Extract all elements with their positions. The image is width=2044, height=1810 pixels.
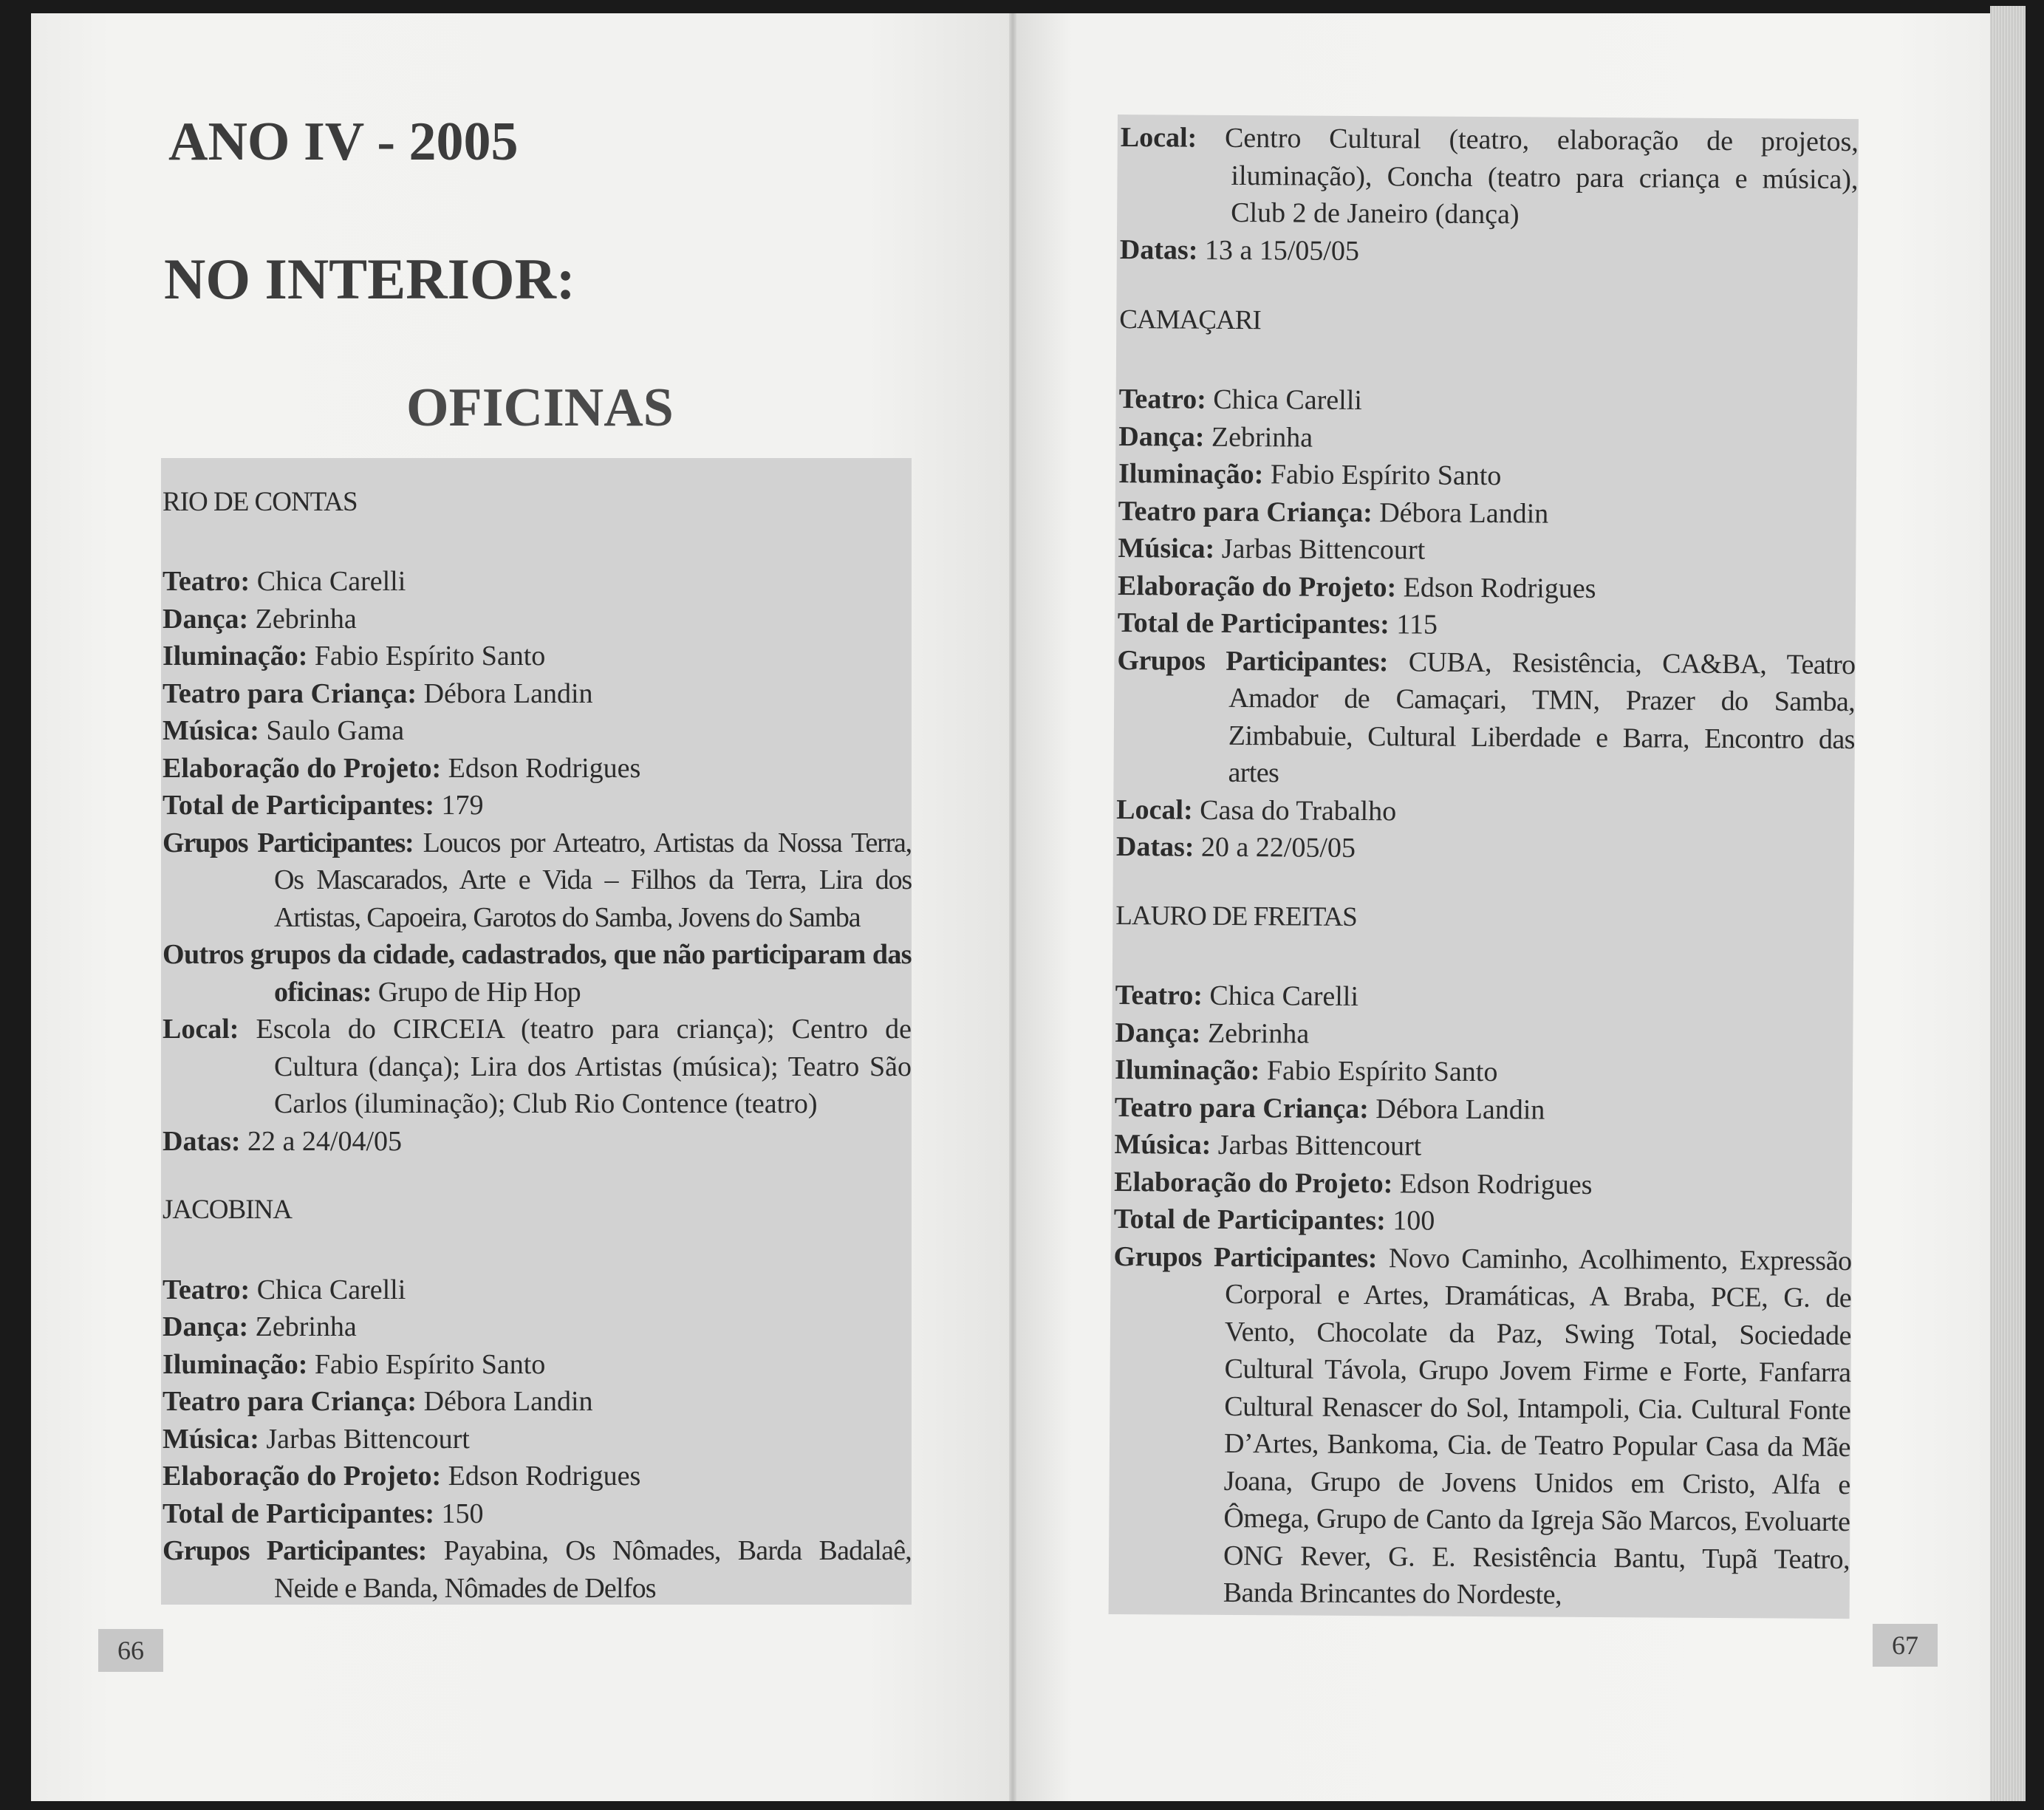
entry-local: [1120, 119, 1859, 236]
entry-value: Zebrinha: [255, 1311, 357, 1343]
entry-teatro: [1118, 380, 1856, 423]
entry-outros-grupos: [163, 936, 912, 1011]
entry-value: Loucos por Arteatro, Artistas da Nossa Terra, Os Mascarados, Arte e Vida – Filhos da Terra, Lira dos Artistas, Capoeira, Garotos do Samba, Jovens do Samba: [274, 827, 912, 933]
entry-value: Fabio Espírito Santo: [314, 641, 546, 672]
page-number: 67: [1873, 1624, 1938, 1667]
entry-label: Grupos Participantes:: [163, 1535, 427, 1567]
entry-danca: [1118, 418, 1856, 460]
entry-label: Total de Participantes:: [163, 1497, 435, 1529]
entry-value: Casa do Trabalho: [1200, 794, 1397, 827]
entry-label: Elaboração do Projeto:: [1117, 570, 1397, 604]
entry-label: Iluminação:: [163, 641, 308, 672]
section-heading: OFICINAS: [406, 378, 674, 438]
entry-value: 13 a 15/05/05: [1204, 234, 1360, 267]
city-heading-jacobina: JACOBINA: [163, 1195, 292, 1226]
entry-value: Zebrinha: [255, 603, 357, 635]
entry-musica: [1114, 1126, 1852, 1168]
entry-teatro: [163, 1271, 912, 1309]
entry-grupos: [1112, 1238, 1852, 1616]
entry-elaboracao: [1118, 567, 1856, 609]
entry-label: Teatro:: [163, 1274, 250, 1305]
entry-value: Payabina, Os Nômades, Barda Badalaê, Neide e Banda, Nômades de Delfos: [274, 1535, 912, 1604]
entry-value: Débora Landin: [423, 677, 593, 709]
entry-elaboracao: [1114, 1164, 1852, 1206]
entry-value: CUBA, Resistência, CA&BA, Teatro Amador de Camaçari, TMN, Prazer do Samba, Zimbabuie, Cultural Liberdade e Barra, Encontro das artes: [1228, 646, 1856, 789]
workshops-box-left: [161, 458, 912, 1605]
entry-danca: [163, 1308, 912, 1346]
entry-total: [1118, 604, 1856, 646]
entry-teatro-crianca: [163, 675, 912, 713]
entry-label: Música:: [163, 1423, 259, 1455]
entry-label: Local:: [1116, 793, 1193, 826]
entry-value: Jarbas Bittencourt: [266, 1423, 470, 1455]
entry-label: Teatro para Criança:: [163, 677, 417, 709]
year-heading: ANO IV - 2005: [168, 112, 519, 172]
entry-value: Saulo Gama: [266, 715, 405, 747]
entry-label: Datas:: [1115, 831, 1194, 864]
entry-label: Teatro:: [1115, 980, 1203, 1012]
entry-teatro-crianca: [163, 1383, 912, 1421]
entry-value: Edson Rodrigues: [1399, 1168, 1593, 1201]
entry-grupos: [163, 1532, 912, 1607]
entry-total: [1114, 1201, 1852, 1243]
entry-value: Débora Landin: [423, 1386, 593, 1418]
entry-label: Teatro para Criança:: [163, 1386, 417, 1418]
entry-value: Zebrinha: [1207, 1017, 1310, 1050]
entry-datas: [1120, 231, 1858, 273]
entry-elaboracao: [163, 1458, 912, 1495]
city-heading-camacari: CAMAÇARI: [1119, 304, 1261, 336]
entry-label: Música:: [163, 715, 259, 747]
entry-iluminacao: [163, 1346, 912, 1384]
entry-value: Débora Landin: [1379, 497, 1549, 530]
entry-label: Elaboração do Projeto:: [163, 752, 442, 784]
book-gutter: [1009, 13, 1016, 1801]
entry-datas: [1116, 828, 1854, 870]
entry-value: Centro Cultural (teatro, elaboração de projetos, iluminação), Concha (teatro para criança e música), Club 2 de Janeiro (dança): [1224, 122, 1859, 230]
entry-iluminacao: [1118, 455, 1856, 497]
entry-label: Teatro:: [163, 566, 250, 598]
entry-danca: [163, 601, 912, 638]
entry-value: 100: [1392, 1205, 1435, 1237]
entry-value: Zebrinha: [1211, 421, 1313, 454]
entry-teatro-crianca: [1115, 1089, 1853, 1131]
entry-value: 179: [441, 790, 484, 822]
entry-value: 22 a 24/04/05: [247, 1125, 403, 1157]
entry-value: Grupo de Hip Hop: [377, 976, 581, 1008]
entry-teatro: [1115, 977, 1853, 1019]
region-heading: NO INTERIOR:: [164, 247, 575, 311]
entry-value: Fabio Espírito Santo: [314, 1348, 546, 1380]
entry-value: Novo Caminho, Acolhimento, Expressão Corporal e Artes, Dramáticas, A Braba, PCE, G. de Vento, Chocolate da Paz, Swing Total, Sociedade Cultural Távola, Grupo Jovem Firme e Forte, Fanfarra Cultural Renascer do Sol, Intampoli, Cia. Cultural Fonte D’Artes, Bankoma, Cia. de Teatro Popular Casa da Mãe Joana, Grupo de Jovens Unidos em Cristo, Alfa e Ômega, Grupo de Canto da Igreja São Marcos, Evoluarte ONG Rever, G. E. Resistência Bantu, Tupã Teatro, Banda Brincantes do Nordeste,: [1223, 1243, 1852, 1611]
entry-danca: [1115, 1014, 1853, 1056]
entry-label: Dança:: [1118, 420, 1205, 453]
entry-label: Dança:: [163, 1311, 249, 1343]
entry-grupos: [1116, 642, 1855, 796]
entry-label: Datas:: [163, 1125, 241, 1157]
entry-local: [1116, 791, 1854, 833]
entry-label: Grupos Participantes:: [163, 827, 414, 858]
entry-label: Outros grupos da cidade, cadastrados, que não participaram das oficinas:: [163, 939, 912, 1008]
entry-label: Teatro para Criança:: [1114, 1091, 1369, 1124]
entry-musica: [163, 712, 912, 750]
page-number: 66: [98, 1629, 163, 1672]
entry-value: 115: [1396, 609, 1438, 641]
entry-label: Música:: [1118, 533, 1215, 565]
entry-iluminacao: [1115, 1051, 1853, 1093]
entry-label: Dança:: [163, 603, 249, 635]
entry-label: Total de Participantes:: [1113, 1203, 1387, 1237]
entry-label: Grupos Participantes:: [1113, 1240, 1378, 1274]
entry-total: [163, 787, 912, 824]
entry-label: Iluminação:: [1118, 458, 1264, 491]
entry-label: Elaboração do Projeto:: [163, 1461, 442, 1492]
entry-label: Local:: [163, 1014, 239, 1045]
entry-label: Iluminação:: [163, 1348, 308, 1380]
entry-value: Edson Rodrigues: [1403, 572, 1596, 604]
entry-value: Chica Carelli: [256, 566, 406, 598]
city-heading-lauro-de-freitas: LAURO DE FREITAS: [1115, 900, 1357, 932]
entry-value: Edson Rodrigues: [448, 752, 641, 784]
entry-value: Chica Carelli: [1213, 384, 1363, 417]
city-heading-rio-de-contas: RIO DE CONTAS: [163, 487, 358, 517]
entry-value: Débora Landin: [1375, 1093, 1545, 1126]
entry-value: Edson Rodrigues: [448, 1461, 641, 1492]
entry-value: Chica Carelli: [1209, 980, 1359, 1013]
entry-musica: [163, 1421, 912, 1458]
entry-teatro: [163, 563, 912, 601]
entry-label: Local:: [1120, 122, 1197, 154]
entry-value: 150: [441, 1497, 484, 1529]
entry-datas: [163, 1123, 912, 1161]
entry-musica: [1118, 530, 1856, 572]
entry-total: [163, 1495, 912, 1533]
entry-elaboracao: [163, 750, 912, 788]
entry-label: Elaboração do Projeto:: [1114, 1166, 1393, 1200]
page-edges: [1990, 6, 2026, 1801]
entry-value: Jarbas Bittencourt: [1221, 533, 1426, 566]
entry-iluminacao: [163, 638, 912, 675]
entry-label: Música:: [1114, 1129, 1211, 1161]
entry-value: Fabio Espírito Santo: [1266, 1055, 1498, 1088]
entry-value: Chica Carelli: [256, 1274, 406, 1305]
entry-label: Teatro:: [1118, 383, 1206, 416]
entry-teatro-crianca: [1118, 493, 1856, 535]
workshops-box-right: [1109, 115, 1859, 1619]
entry-label: Total de Participantes:: [1117, 607, 1390, 641]
entry-label: Teatro para Criança:: [1118, 495, 1373, 529]
entry-value: Escola do CIRCEIA (teatro para criança); Centro de Cultura (dança); Lira dos Artistas (música); Teatro São Carlos (iluminação); Club Rio Contence (teatro): [256, 1014, 912, 1120]
entry-label: Datas:: [1119, 233, 1198, 266]
entry-grupos: [163, 824, 912, 937]
entry-label: Iluminação:: [1114, 1054, 1260, 1087]
entry-value: 20 a 22/05/05: [1200, 832, 1356, 864]
entry-local: [163, 1011, 912, 1123]
entry-value: Fabio Espírito Santo: [1270, 459, 1502, 492]
entry-value: Jarbas Bittencourt: [1217, 1130, 1422, 1162]
entry-label: Grupos Participantes:: [1117, 644, 1389, 678]
entry-label: Total de Participantes:: [163, 790, 435, 822]
entry-label: Dança:: [1115, 1017, 1201, 1049]
